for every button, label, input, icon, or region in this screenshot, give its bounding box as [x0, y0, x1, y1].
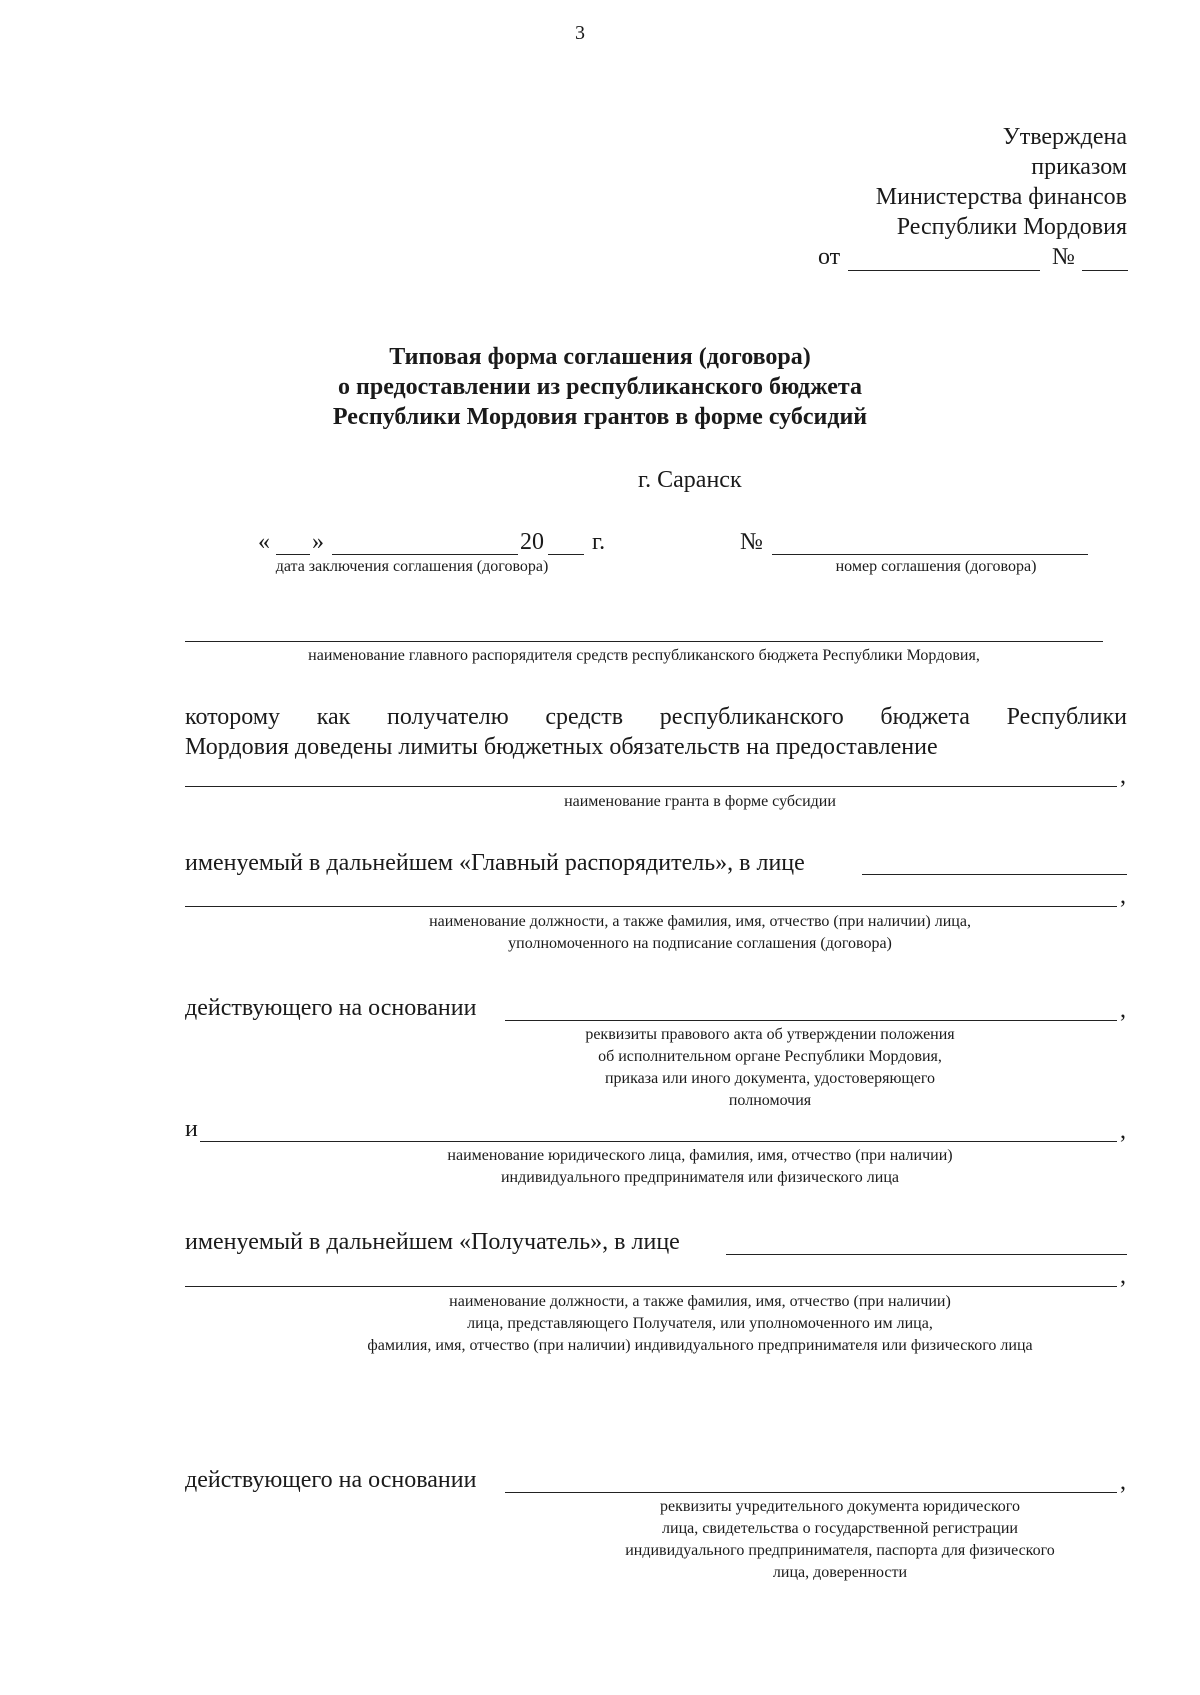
approval-line-4: Республики Мордовия	[896, 214, 1127, 240]
paragraph-1-line-1	[185, 703, 1127, 731]
founding-caption-line-3: индивидуального предпринимателя, паспорта для физического	[625, 1542, 1055, 1559]
distributor-caption: наименование главного распорядителя средств республиканского бюджета Республики Мордовия,	[308, 647, 980, 664]
approval-line-1: Утверждена	[1002, 124, 1127, 150]
day-field[interactable]	[276, 554, 310, 555]
grant-caption: наименование гранта в форме субсидии	[564, 793, 836, 810]
agreement-number-field[interactable]	[772, 554, 1088, 555]
date-caption: дата заключения соглашения (договора)	[275, 558, 549, 575]
page-number: 3	[575, 22, 585, 44]
year-prefix: 20	[520, 529, 544, 555]
acting-basis-label: действующего на основании	[185, 995, 477, 1021]
comma: ,	[1120, 883, 1126, 909]
approval-number-field[interactable]	[1082, 270, 1128, 271]
approval-from-label: от	[818, 244, 841, 270]
grant-name-field[interactable]	[185, 786, 1117, 787]
and-conjunction: и	[185, 1116, 198, 1142]
comma: ,	[1120, 997, 1126, 1023]
founding-caption-line-2: лица, свидетельства о государственной регистрации	[662, 1520, 1018, 1537]
legal-act-caption-line-4: полномочия	[728, 1092, 812, 1109]
word: как	[316, 704, 351, 730]
word: республиканского	[659, 704, 844, 730]
comma: ,	[1120, 1263, 1126, 1289]
month-field[interactable]	[332, 554, 518, 555]
official-caption-line-1: наименование должности, а также фамилия, имя, отчество (при наличии) лица,	[429, 913, 971, 930]
founding-caption-line-4: лица, доверенности	[772, 1564, 908, 1581]
document-title-line-2: о предоставлении из республиканского бюджета	[338, 374, 862, 400]
word: Республики	[1006, 704, 1127, 730]
date-open-quote: «	[258, 529, 270, 555]
recipient-name-caption-line-1: наименование юридического лица, фамилия, имя, отчество (при наличии)	[447, 1147, 953, 1164]
comma: ,	[1120, 1469, 1126, 1495]
approval-line-3: Министерства финансов	[875, 184, 1127, 210]
recipient-rep-field-continued[interactable]	[185, 1286, 1117, 1287]
legal-act-caption-line-2: об исполнительном органе Республики Мордовия,	[598, 1048, 942, 1065]
recipient-rep-field[interactable]	[726, 1254, 1127, 1255]
legal-act-caption-line-3: приказа или иного документа, удостоверяющего	[604, 1070, 935, 1087]
year-suffix: г.	[592, 529, 606, 555]
document-title-line-3: Республики Мордовия грантов в форме субсидий	[332, 404, 868, 430]
founding-caption-line-1: реквизиты учредительного документа юридического	[660, 1498, 1020, 1515]
agreement-number-sign: №	[740, 529, 763, 555]
number-caption: номер соглашения (договора)	[835, 558, 1037, 575]
word: средств	[545, 704, 624, 730]
recipient-name-field[interactable]	[200, 1141, 1117, 1142]
official-caption-line-2: уполномоченного на подписание соглашения (договора)	[508, 935, 892, 952]
distributor-name-field[interactable]	[185, 641, 1103, 642]
word: получателю	[387, 704, 509, 730]
paragraph-1-line-2: Мордовия доведены лимиты бюджетных обязательств на предоставление	[185, 734, 938, 760]
named-recipient: именуемый в дальнейшем «Получатель», в лице	[185, 1229, 680, 1255]
approval-date-field[interactable]	[848, 270, 1040, 271]
document-title-line-1: Типовая форма соглашения (договора)	[389, 344, 811, 370]
comma: ,	[1120, 763, 1126, 789]
legal-act-field[interactable]	[505, 1020, 1117, 1021]
word: которому	[185, 704, 281, 730]
recipient-rep-caption-line-3: фамилия, имя, отчество (при наличии) индивидуального предпринимателя или физического лица	[367, 1337, 1033, 1354]
comma: ,	[1120, 1118, 1126, 1144]
date-close-quote: »	[312, 529, 324, 555]
official-name-field[interactable]	[862, 874, 1127, 875]
recipient-rep-caption-line-1: наименование должности, а также фамилия, имя, отчество (при наличии)	[449, 1293, 951, 1310]
acting-basis-label-2: действующего на основании	[185, 1467, 477, 1493]
named-main-distributor: именуемый в дальнейшем «Главный распорядитель», в лице	[185, 850, 805, 876]
founding-document-field[interactable]	[505, 1492, 1117, 1493]
approval-number-label: №	[1052, 244, 1075, 270]
legal-act-caption-line-1: реквизиты правового акта об утверждении положения	[585, 1026, 955, 1043]
approval-line-2: приказом	[1031, 154, 1127, 180]
year-field[interactable]	[548, 554, 584, 555]
city: г. Саранск	[638, 467, 742, 493]
recipient-rep-caption-line-2: лица, представляющего Получателя, или уполномоченного им лица,	[467, 1315, 933, 1332]
recipient-name-caption-line-2: индивидуального предпринимателя или физического лица	[500, 1169, 899, 1186]
word: бюджета	[880, 704, 970, 730]
official-name-field-continued[interactable]	[185, 906, 1117, 907]
